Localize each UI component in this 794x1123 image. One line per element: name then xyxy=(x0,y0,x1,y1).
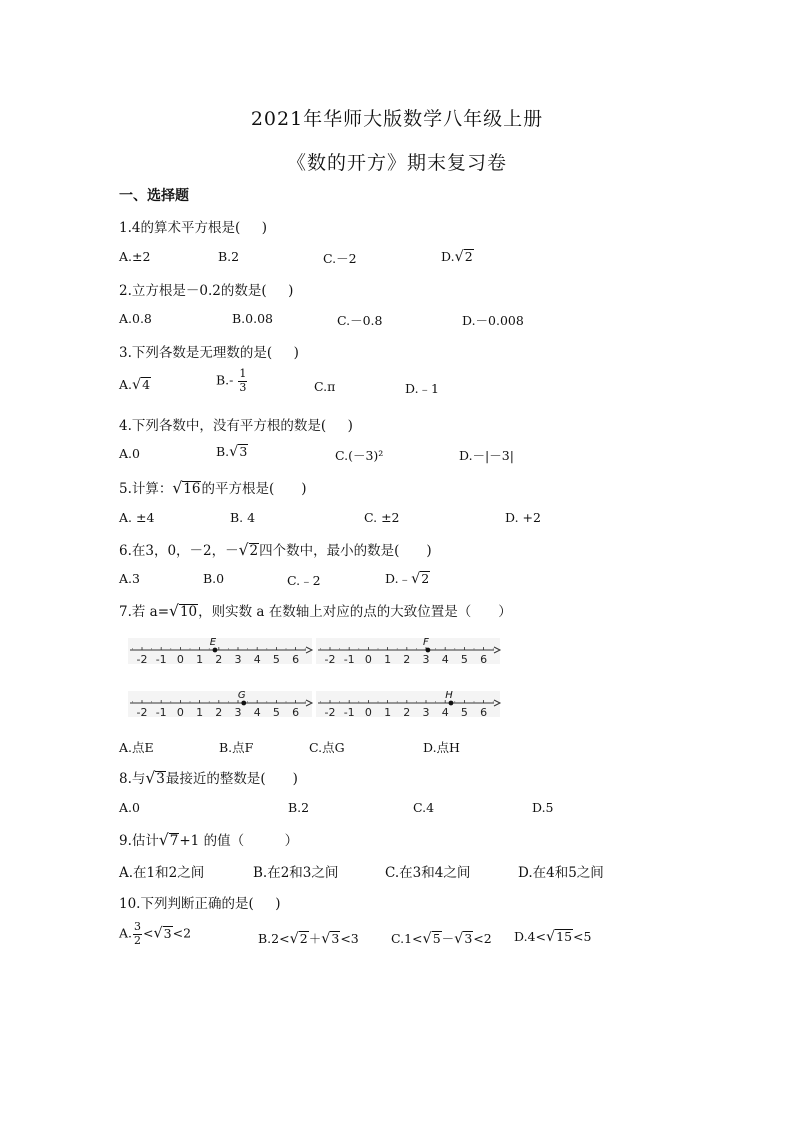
tick-label: 6 xyxy=(292,706,300,719)
tick-label: 4 xyxy=(253,706,261,719)
question-1 xyxy=(119,216,267,236)
question-stem: 10.下列判断正确的是( xyxy=(119,896,254,912)
tick-label: 6 xyxy=(480,653,488,666)
option-a: A.3 xyxy=(119,571,140,586)
option-c: C.1<√5－√3<2 xyxy=(391,931,492,947)
question-stem: 7.若 a= xyxy=(119,604,170,620)
tick-label: 2 xyxy=(403,653,411,666)
option-b: B.2 xyxy=(288,800,310,815)
question-8: 8.与√3最接近的整数是( ) xyxy=(119,769,298,787)
tick-label: 6 xyxy=(480,706,488,719)
option-c: C.－2 xyxy=(323,251,357,266)
tick-label: -2 xyxy=(136,653,148,666)
option-c: C.(－3)² xyxy=(335,448,384,463)
option-a: A.√4 xyxy=(119,377,151,393)
option-b: B.0.08 xyxy=(232,311,273,326)
tick-label: 3 xyxy=(422,706,430,719)
question-stem-end: ) xyxy=(288,283,294,299)
tick-label: -1 xyxy=(343,706,355,719)
question-stem-end: 最接近的整数是( ) xyxy=(165,771,298,787)
tick-label: 2 xyxy=(403,706,411,719)
point-label: E xyxy=(209,637,217,648)
question-4 xyxy=(119,414,353,434)
question-stem: 4.下列各数中，没有平方根的数是( xyxy=(119,418,327,434)
option-d: D.5 xyxy=(532,800,554,815)
option-c: C. ±2 xyxy=(364,510,400,525)
point-marker xyxy=(213,648,218,653)
tick-label: 1 xyxy=(384,653,392,666)
tick-label: 5 xyxy=(460,706,468,719)
question-stem-end: +1 的值（ ） xyxy=(179,833,299,849)
tick-label: 1 xyxy=(196,706,204,719)
option-d: D. +2 xyxy=(505,510,541,525)
option-b: B.0 xyxy=(203,571,225,586)
tick-label: 3 xyxy=(234,706,242,719)
question-stem-end: 四个数中，最小的数是( ) xyxy=(259,543,432,559)
tick-label: 3 xyxy=(234,653,242,666)
tick-label: 2 xyxy=(215,653,223,666)
question-stem-end: ) xyxy=(261,220,267,236)
question-5: 5.计算：√16的平方根是( ) xyxy=(119,479,307,497)
question-stem: 5.计算： xyxy=(119,481,173,497)
point-label: H xyxy=(445,690,453,701)
option-c: C.﹣2 xyxy=(287,573,321,588)
question-2 xyxy=(119,279,293,299)
tick-label: 1 xyxy=(384,706,392,719)
question-stem-end: ) xyxy=(275,896,281,912)
tick-label: 4 xyxy=(441,706,449,719)
tick-label: 0 xyxy=(176,706,184,719)
question-7: 7.若 a=√10，则实数 a 在数轴上对应的点的大致位置是（ ） xyxy=(119,602,512,620)
tick-label: -2 xyxy=(136,706,148,719)
option-c: C.4 xyxy=(413,800,435,815)
option-d: D.﹣√2 xyxy=(385,571,430,587)
tick-label: 0 xyxy=(364,706,372,719)
option-d: D.点H xyxy=(423,740,460,755)
tick-label: 4 xyxy=(441,653,449,666)
option-b: B.2 xyxy=(218,249,240,264)
option-d: D.－0.008 xyxy=(462,313,524,328)
question-stem: 2.立方根是－0.2的数是( xyxy=(119,283,267,299)
question-stem-end: ) xyxy=(347,418,353,434)
question-stem-end: ，则实数 a 在数轴上对应的点的大致位置是（ ） xyxy=(198,604,512,620)
option-a: A.点E xyxy=(119,740,154,755)
fraction: $\frac{1}{3}$ xyxy=(239,367,247,394)
option-c: C.在3和4之间 xyxy=(385,865,471,881)
option-a: A.0 xyxy=(119,446,140,461)
question-9: 9.估计√7+1 的值（ ） xyxy=(119,831,299,849)
question-stem: 3.下列各数是无理数的是( xyxy=(119,345,273,361)
option-b: B.在2和3之间 xyxy=(253,865,339,881)
page-title: 2021年华师大版数学八年级上册 xyxy=(250,108,544,130)
tick-label: 5 xyxy=(272,653,280,666)
option-a: A.在1和2之间 xyxy=(119,865,205,881)
question-stem: 6.在3，0，－2，－ xyxy=(119,543,239,559)
question-stem: 8.与 xyxy=(119,771,146,787)
option-d: D.在4和5之间 xyxy=(518,865,604,881)
option-d: D.﹣1 xyxy=(405,381,440,396)
tick-label: -2 xyxy=(324,653,336,666)
point-label: F xyxy=(423,637,429,648)
number-line-g xyxy=(128,685,314,723)
tick-label: -2 xyxy=(324,706,336,719)
tick-label: 4 xyxy=(253,653,261,666)
question-stem-end: ) xyxy=(293,345,299,361)
question-6: 6.在3，0，－2，－√2四个数中，最小的数是( ) xyxy=(119,541,432,559)
tick-label: 3 xyxy=(422,653,430,666)
tick-label: 6 xyxy=(292,653,300,666)
section-title: 一、选择题 xyxy=(119,188,189,204)
question-stem-end: 的平方根是( ) xyxy=(201,481,307,497)
option-a: A.0.8 xyxy=(119,311,152,326)
tick-label: 5 xyxy=(460,653,468,666)
option-a: A.0 xyxy=(119,800,140,815)
question-3 xyxy=(119,341,299,361)
tick-label: -1 xyxy=(155,706,167,719)
point-marker xyxy=(241,701,246,706)
option-a: A.±2 xyxy=(119,249,151,264)
option-d: D.4<√15<5 xyxy=(514,929,592,945)
option-d: D.√2 xyxy=(441,249,473,265)
tick-label: -1 xyxy=(343,653,355,666)
option-b: B.2<√2＋√3<3 xyxy=(258,931,359,947)
number-line-f xyxy=(316,632,502,670)
point-marker xyxy=(426,648,431,653)
option-c: C.－0.8 xyxy=(337,313,383,328)
tick-label: -1 xyxy=(155,653,167,666)
tick-label: 5 xyxy=(272,706,280,719)
option-d: D.－|－3| xyxy=(459,448,514,463)
tick-label: 1 xyxy=(196,653,204,666)
point-label: G xyxy=(237,690,246,701)
option-c: C.π xyxy=(314,379,336,394)
option-a: A. ±4 xyxy=(119,510,155,525)
option-a: A. $\frac{3}{2}$ <√3<2 xyxy=(119,920,192,947)
fraction: $\frac{3}{2}$ xyxy=(134,920,142,947)
number-line-h xyxy=(316,685,502,723)
question-stem: 1.4的算术平方根是( xyxy=(119,220,241,236)
point-marker xyxy=(449,701,454,706)
question-10 xyxy=(119,892,281,912)
option-b: B.√3 xyxy=(216,444,248,460)
tick-label: 0 xyxy=(364,653,372,666)
option-b: B.点F xyxy=(219,740,254,755)
option-b: B.- $\frac{1}{3}$ xyxy=(216,367,247,394)
question-stem: 9.估计 xyxy=(119,833,159,849)
option-b: B. 4 xyxy=(230,510,256,525)
tick-label: 0 xyxy=(176,653,184,666)
option-c: C.点G xyxy=(309,740,345,755)
number-line-e xyxy=(128,632,314,670)
tick-label: 2 xyxy=(215,706,223,719)
page-subtitle: 《数的开方》期末复习卷 xyxy=(286,152,507,174)
